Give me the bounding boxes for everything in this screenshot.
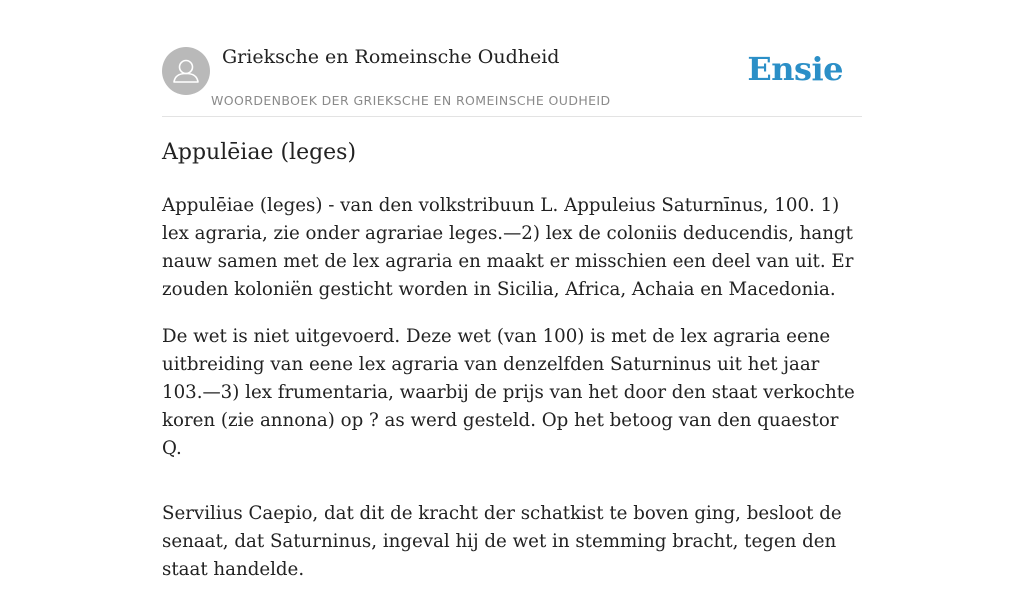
site-title[interactable]: Grieksche en Romeinsche Oudheid bbox=[222, 46, 560, 68]
entry-paragraph: Appulēiae (leges) - van den volkstribuun L. Appuleius Saturnīnus, 100. 1) lex agraria, zie onder agrariae leges.—2) lex de coloniis deducendis, hangt nauw samen met de lex agraria en maakt er misschien een deel van uit. Er zouden koloniën gesticht worden in Sicilia, Africa, Achaia en Macedonia. bbox=[162, 195, 854, 300]
brand-logo[interactable]: Ensie bbox=[747, 50, 843, 88]
entry-title: Appulēiae (leges) bbox=[162, 140, 357, 165]
site-subtitle: WOORDENBOEK DER GRIEKSCHE EN ROMEINSCHE OUDHEID bbox=[211, 93, 611, 108]
entry-paragraph: Servilius Caepio, dat dit de kracht der schatkist te boven ging, besloot de senaat, dat Saturninus, ingeval hij de wet in stemming bracht, tegen den staat handelde. bbox=[162, 503, 842, 580]
page-container bbox=[162, 0, 862, 580]
site-header bbox=[162, 0, 862, 117]
user-avatar-icon[interactable] bbox=[162, 47, 210, 95]
entry-body bbox=[162, 192, 862, 603]
entry-paragraph: De wet is niet uitgevoerd. Deze wet (van 100) is met de lex agraria eene uitbreiding van eene lex agraria van denzelfden Saturninus uit het jaar 103.—3) lex frumentaria, waarbij de prijs van het door den staat verkochte koren (zie annona) op ? as werd gesteld. Op het betoog van den quaestor Q. bbox=[162, 326, 855, 459]
